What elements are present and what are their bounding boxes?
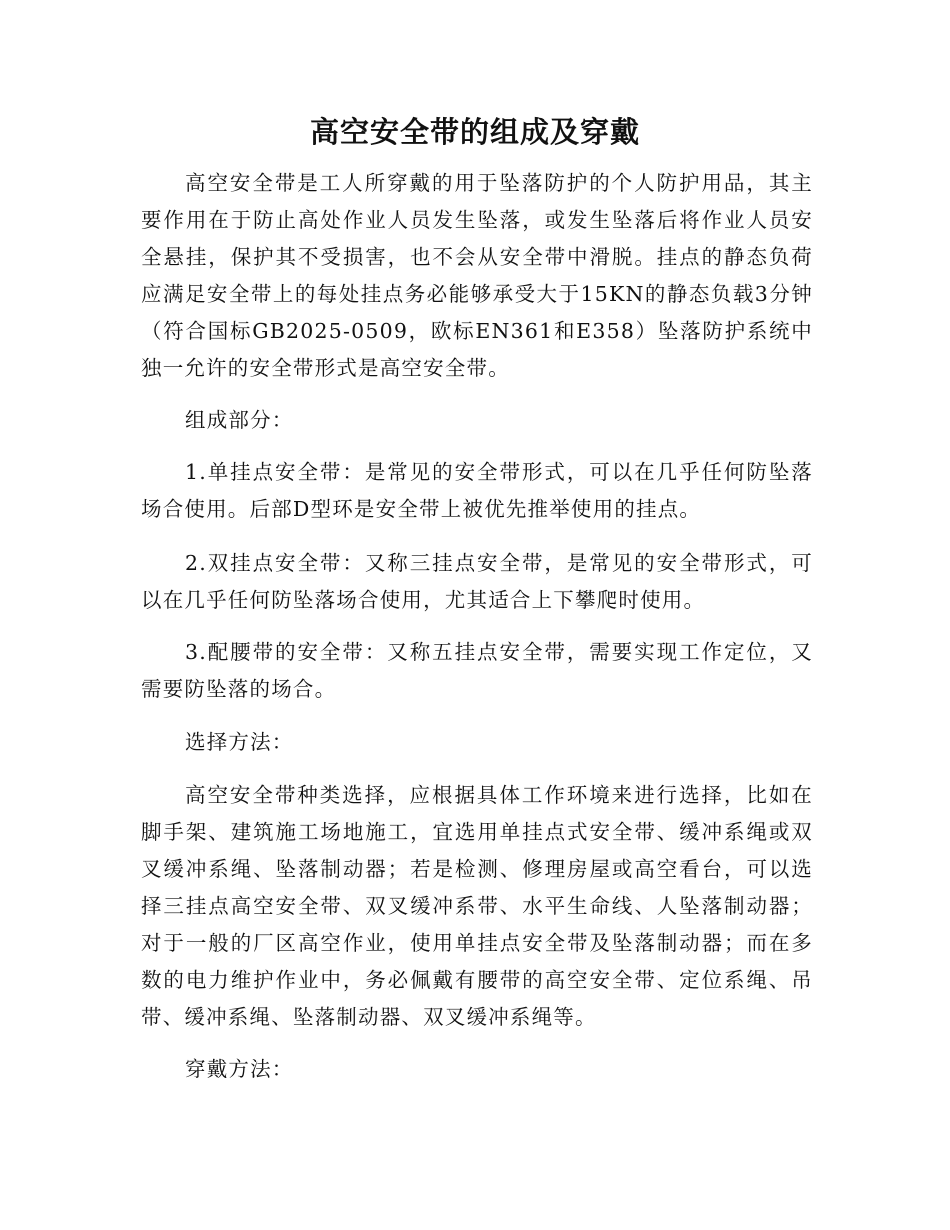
- selection-heading: 选择方法：: [185, 730, 294, 754]
- selection-paragraph: 高空安全带种类选择，应根据具体工作环境来进行选择，比如在脚手架、建筑施工场地施工，宜选用单挂点式安全带、缓冲系绳或双叉缓冲系绳、坠落制动器；若是检测、修理房屋或高空看台，可以选择三挂点高空安全带、双叉缓冲系带、水平生命线、人坠落制动器；对于一般的厂区高空作业，使用单挂点安全带及坠落制动器；而在多数的电力维护作业中，务必佩戴有腰带的高空安全带、定位系绳、吊带、缓冲系绳、坠落制动器、双叉缓冲系绳等。: [141, 783, 813, 1029]
- intro-paragraph: 高空安全带是工人所穿戴的用于坠落防护的个人防护用品，其主要作用在于防止高处作业人员发生坠落，或发生坠落后将作业人员安全悬挂，保护其不受损害，也不会从安全带中滑脱。挂点的静态负荷应满足安全带上的每处挂点务必能够承受大于15KN的静态负载3分钟（符合国标GB2025-0509，欧标EN361和E358）坠落防护系统中独一允许的安全带形式是高空安全带。: [141, 171, 813, 380]
- composition-heading: 组成部分：: [185, 408, 294, 432]
- document-title: 高空安全带的组成及穿戴: [309, 115, 640, 149]
- wearing-heading: 穿戴方法：: [185, 1057, 294, 1081]
- composition-item-3: 3.配腰带的安全带：又称五挂点安全带，需要实现工作定位，又需要防坠落的场合。: [141, 640, 813, 701]
- composition-item-1: 1.单挂点安全带：是常见的安全带形式，可以在几乎任何防坠落场合使用。后部D型环是安全带上被优先推举使用的挂点。: [141, 460, 813, 521]
- composition-item-2: 2.双挂点安全带：又称三挂点安全带，是常见的安全带形式，可以在几乎任何防坠落场合使用，尤其适合上下攀爬时使用。: [141, 551, 813, 612]
